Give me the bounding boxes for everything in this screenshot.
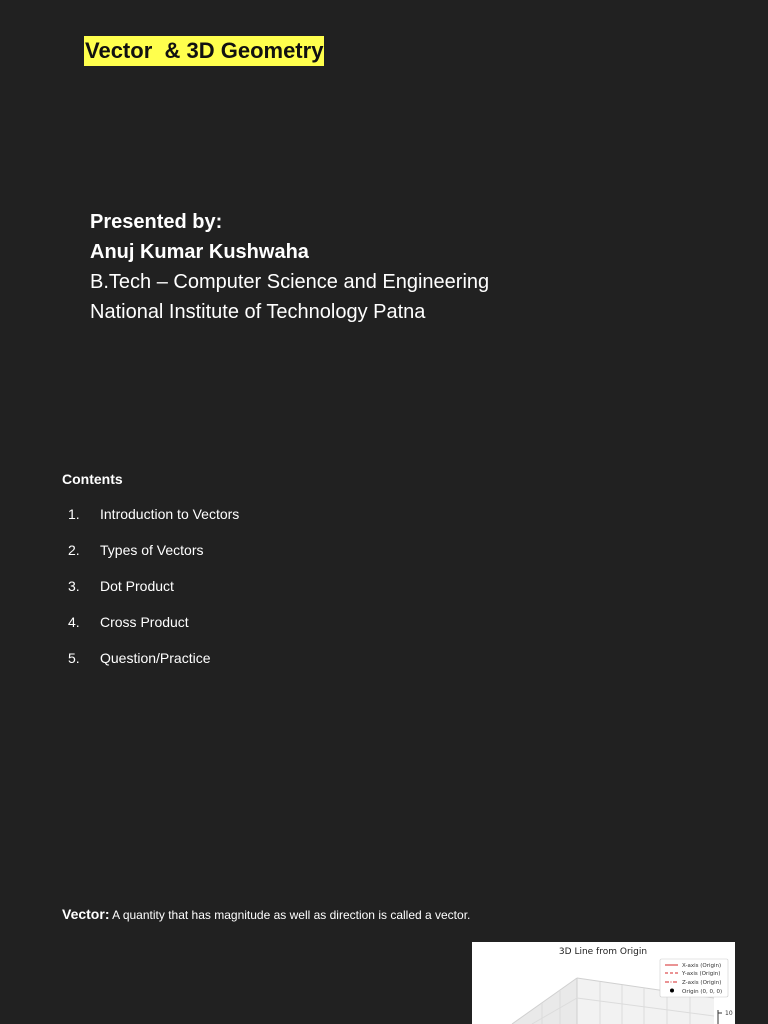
presenter-institute: National Institute of Technology Patna	[90, 301, 426, 323]
figure-3d-line	[472, 942, 735, 1024]
list-item-number: 1.	[68, 506, 80, 522]
legend-label-z-axis: Z-axis (Origin)	[682, 980, 722, 986]
list-item	[68, 576, 239, 612]
legend-marker-origin	[670, 989, 674, 993]
vector-definition-text: A quantity that has magnitude as well as direction is called a vector.	[109, 908, 471, 922]
page-title: Vector & 3D Geometry	[84, 36, 324, 66]
contents-list	[68, 504, 239, 684]
legend-label-x-axis: X-axis (Origin)	[682, 963, 722, 969]
list-item-label: Cross Product	[100, 614, 189, 630]
list-item-number: 3.	[68, 578, 80, 594]
list-item	[68, 504, 239, 540]
legend-label-y-axis: Y-axis (Origin)	[682, 971, 721, 977]
legend-label-origin: Origin (0, 0, 0)	[682, 989, 723, 995]
list-item-label: Types of Vectors	[100, 542, 204, 558]
list-item-number: 2.	[68, 542, 80, 558]
list-item-label: Question/Practice	[100, 650, 211, 666]
list-item-label: Dot Product	[100, 578, 174, 594]
list-item	[68, 648, 239, 684]
list-item-number: 4.	[68, 614, 80, 630]
presenter-name: Anuj Kumar Kushwaha	[90, 241, 309, 263]
presenter-degree: B.Tech – Computer Science and Engineering	[90, 271, 490, 293]
list-item-label: Introduction to Vectors	[100, 506, 240, 522]
figure-tick-label: 10	[725, 1010, 733, 1017]
vector-term: Vector	[62, 906, 105, 922]
list-item	[68, 612, 239, 648]
figure-title: 3D Line from Origin	[558, 947, 648, 957]
presented-by-label: Presented by:	[90, 211, 223, 233]
list-item-number: 5.	[68, 650, 80, 666]
list-item	[68, 540, 239, 576]
vector-definition	[62, 906, 470, 922]
presenter-block	[90, 207, 489, 327]
contents-heading: Contents	[62, 471, 123, 487]
figure-3d-plot	[472, 942, 735, 1024]
vector-term-colon: :	[104, 906, 110, 922]
